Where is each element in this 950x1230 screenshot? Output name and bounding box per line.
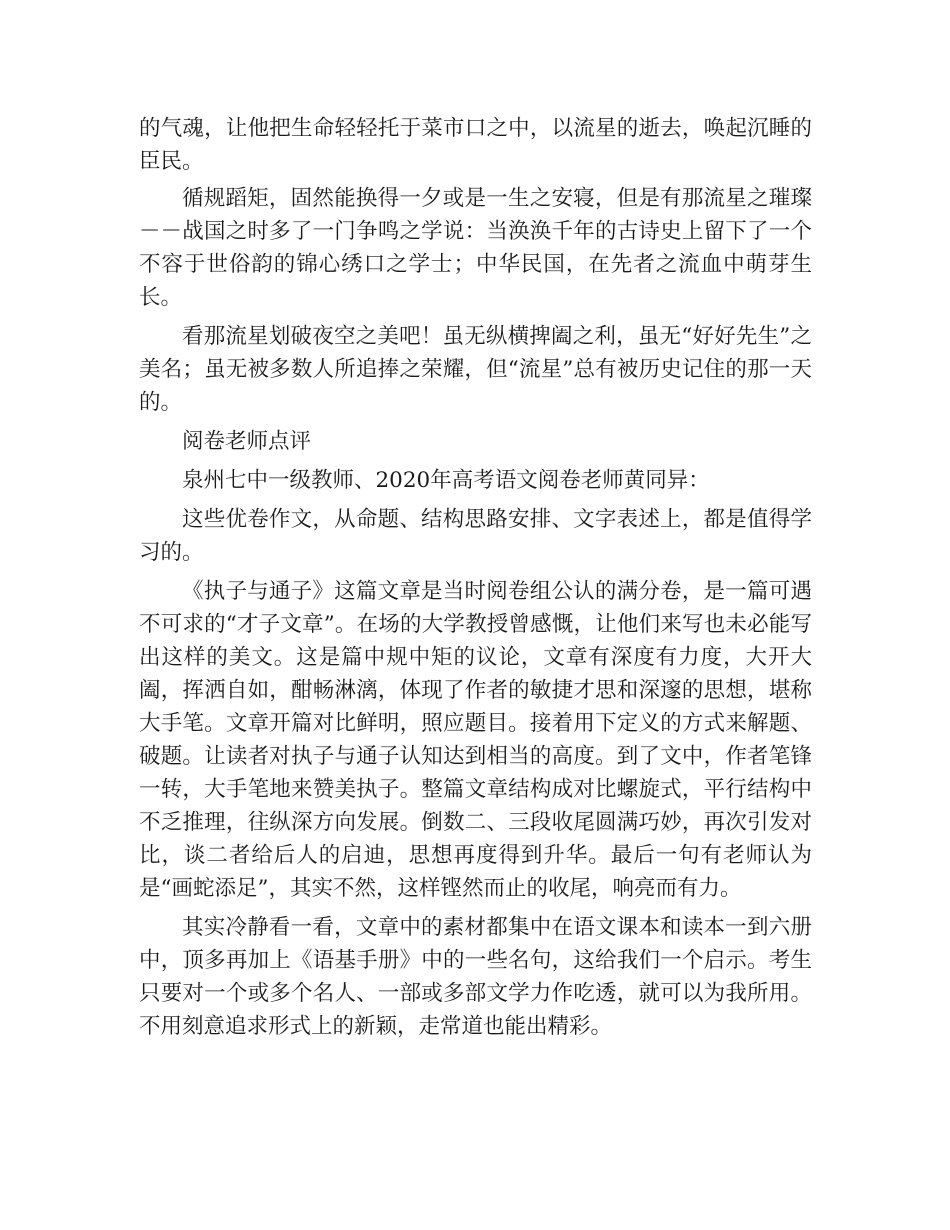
paragraph-6: 这些优卷作文，从命题、结构思路安排、文字表述上，都是值得学习的。 bbox=[139, 507, 812, 565]
section-heading-review: 阅卷老师点评 bbox=[182, 429, 312, 454]
paragraph-8: 其实冷静看一看，文章中的素材都集中在语文课本和读本一到六册中，顶多再加上《语基手册》中的一些名句，这给我们一个启示。考生只要对一个或多个名人、一部或多部文学力作吃透，就可以为我所用。不用刻意追求形式上的新颖，走常道也能出精彩。 bbox=[139, 915, 812, 1039]
reviewer-line: 泉州七中一级教师、2020年高考语文阅卷老师黄同异： bbox=[182, 468, 710, 493]
document-page bbox=[139, 112, 812, 1049]
paragraph-7: 《执子与通子》这篇文章是当时阅卷组公认的满分卷，是一篇可遇不可求的“才子文章”。在场的大学教授曾感慨，让他们来写也未必能写出这样的美文。这是篇中规中矩的议论，文章有深度有力度，大开大阖，挥洒自如，酣畅淋漓，体现了作者的敏捷才思和深邃的思想，堪称大手笔。文章开篇对比鲜明，照应题目。接着用下定义的方式来解题、破题。让读者对执子与通子认知达到相当的高度。到了文中，作者笔锋一转，大手笔地来赞美执子。整篇文章结构成对比螺旋式，平行结构中不乏推理，往纵深方向发展。倒数二、三段收尾圆满巧妙，再次引发对比，谈二者给后人的启迪，思想再度得到升华。最后一句有老师认为是“画蛇添足”，其实不然，这样铿然而止的收尾，响亮而有力。 bbox=[139, 579, 812, 901]
paragraph-3: 看那流星划破夜空之美吧！虽无纵横捭阖之利，虽无“好好先生”之美名；虽无被多数人所追捧之荣耀，但“流星”总有被历史记住的那一天的。 bbox=[139, 324, 812, 415]
paragraph-1: 的气魂，让他把生命轻轻托于菜市口之中，以流星的逝去，唤起沉睡的臣民。 bbox=[139, 116, 812, 174]
paragraph-2: 循规蹈矩，固然能换得一夕或是一生之安寝，但是有那流星之璀璨－－战国之时多了一门争鸣之学说：当涣涣千年的古诗史上留下了一个不容于世俗韵的锦心绣口之学士；中华民国，在先者之流血中萌芽生长。 bbox=[139, 186, 812, 310]
